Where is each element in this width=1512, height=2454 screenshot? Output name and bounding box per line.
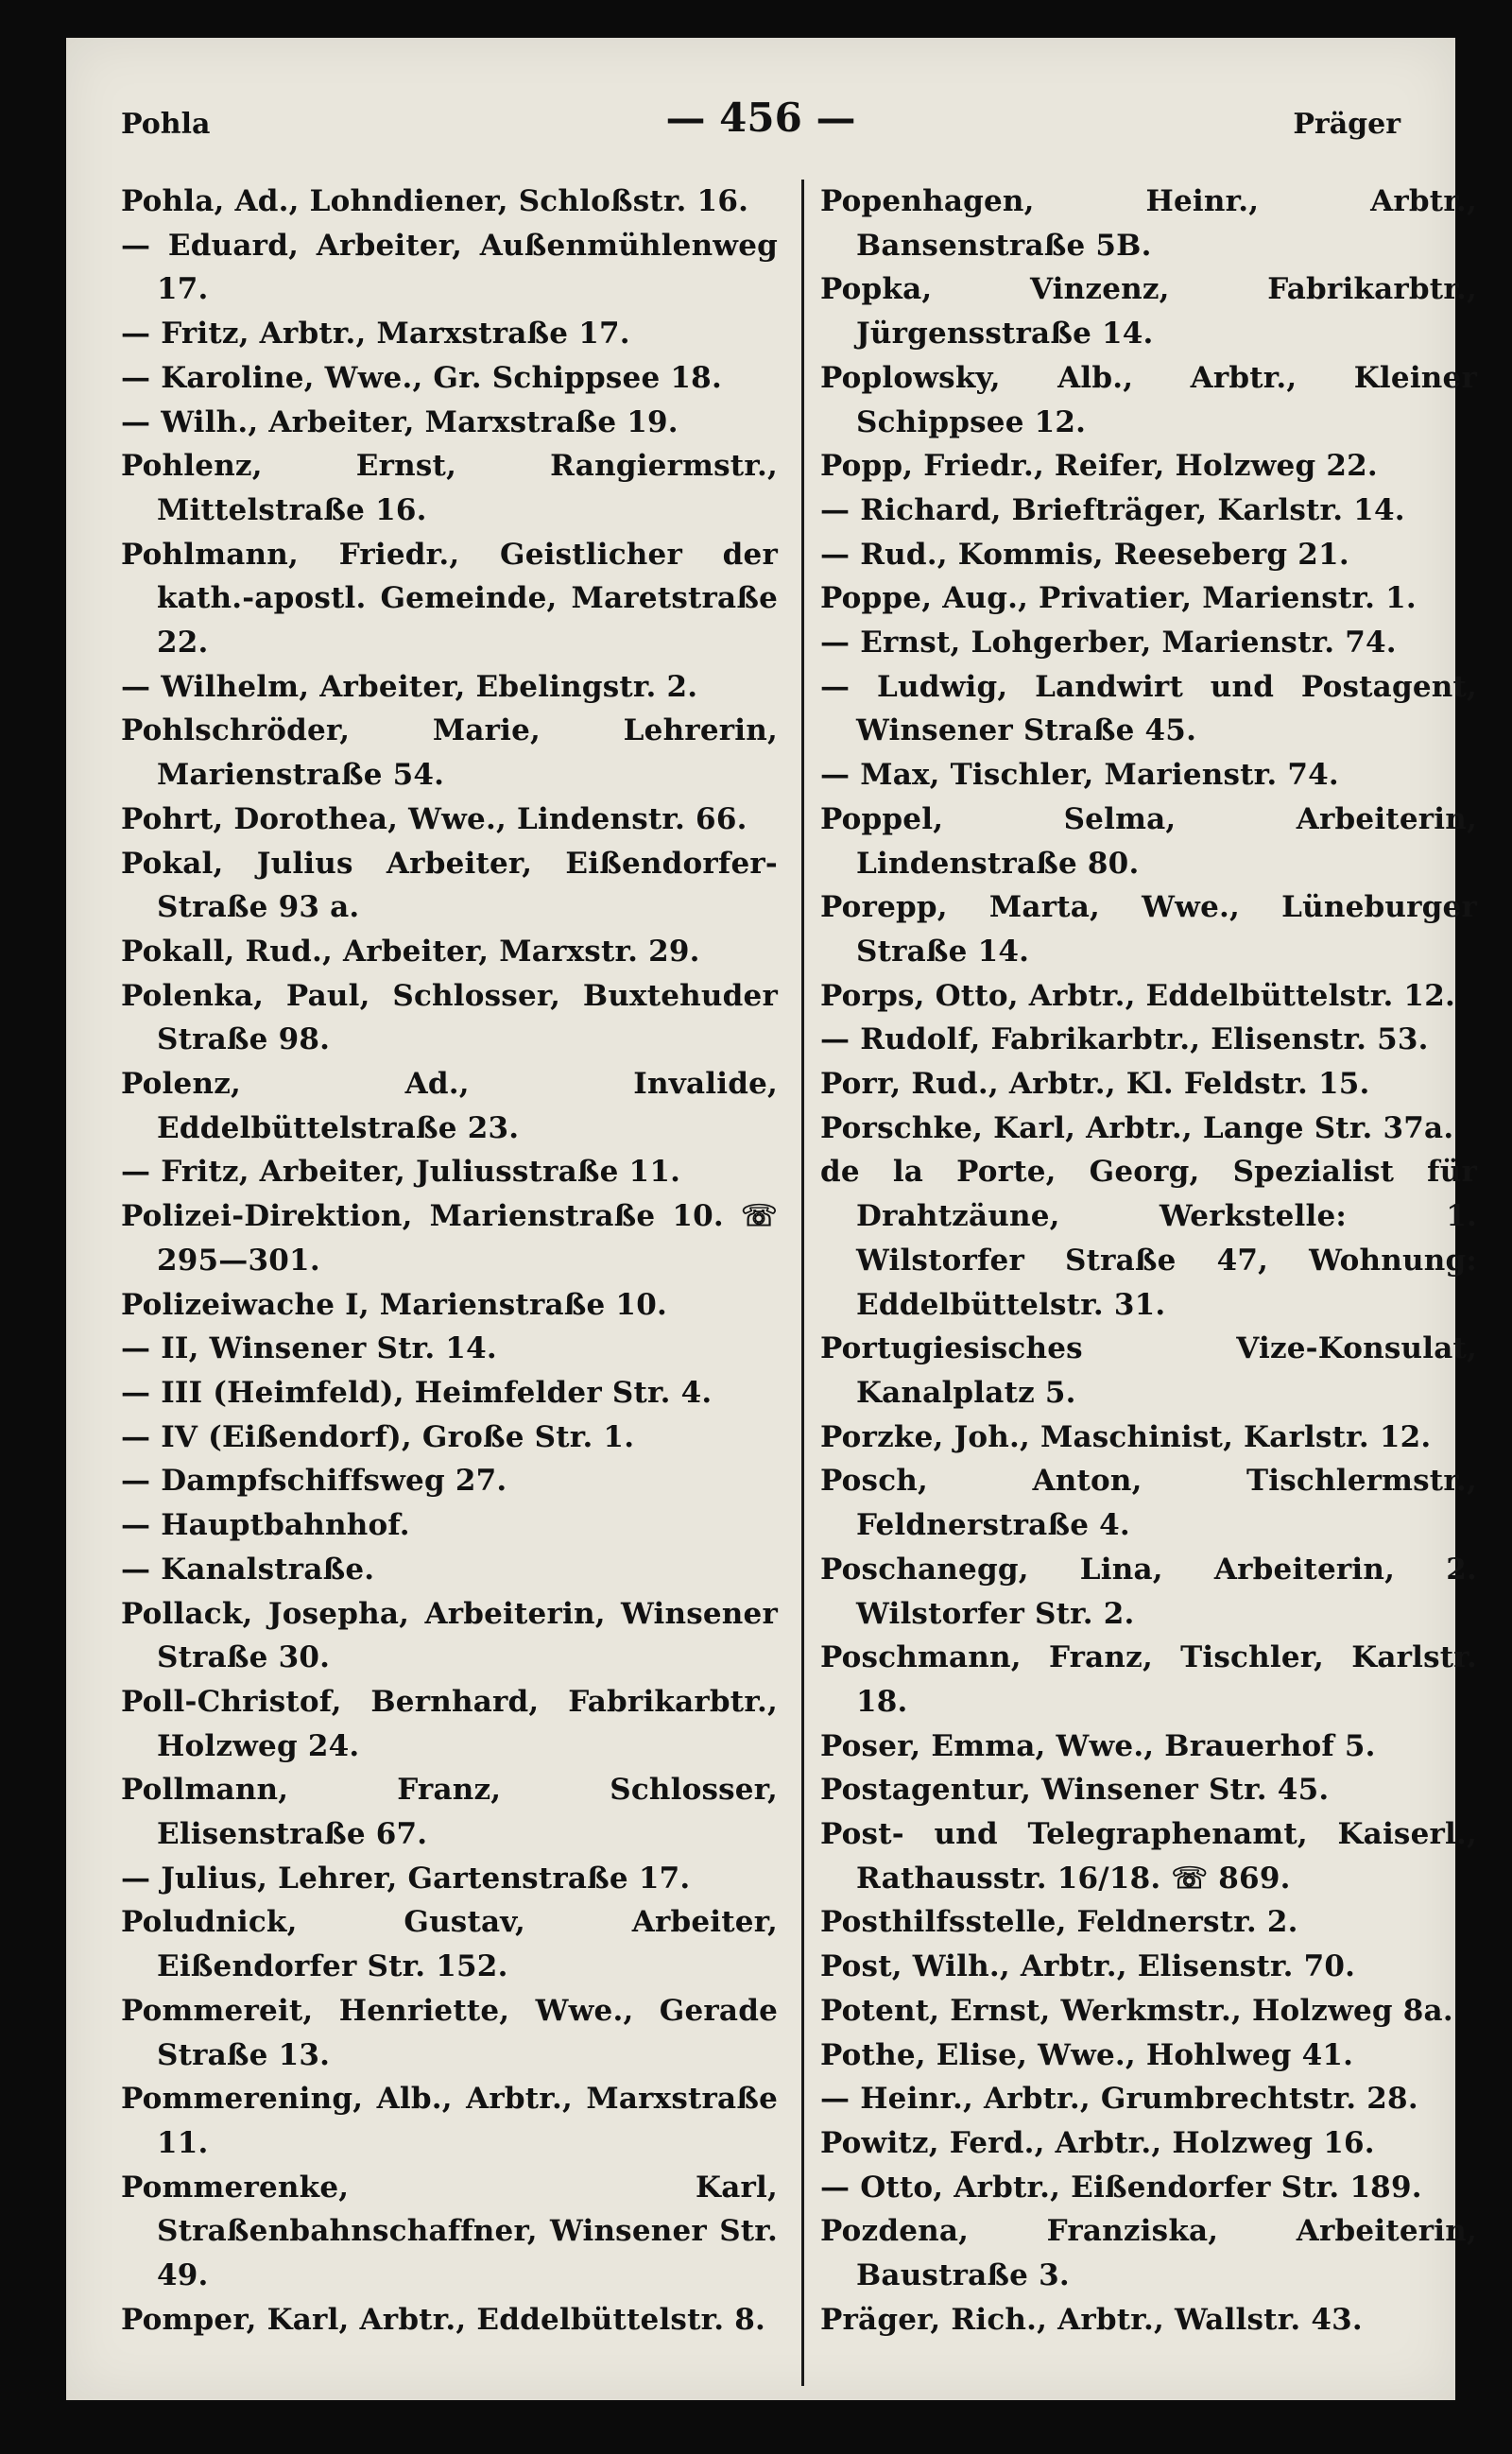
directory-entry: Powitz, Ferd., Arbtr., Holzweg 16. <box>820 2125 1375 2160</box>
directory-entry: — Rudolf, Fabrikarbtr., Elisenstr. 53. <box>820 1022 1429 1057</box>
directory-entry: Pohlschröder, Marie, Lehrerin, Marienstraße 54. <box>121 713 778 793</box>
directory-entry: Poplowsky, Alb., Arbtr., Kleiner Schippsee 12. <box>820 360 1477 439</box>
directory-entry: Porepp, Marta, Wwe., Lüneburger Straße 14. <box>820 890 1477 969</box>
directory-entry: Pokall, Rud., Arbeiter, Marxstr. 29. <box>121 934 700 969</box>
directory-entry: — Karoline, Wwe., Gr. Schippsee 18. <box>121 360 722 395</box>
directory-entry: Poll-Christof, Bernhard, Fabrikarbtr., Holzweg 24. <box>121 1684 778 1763</box>
directory-entry: — II, Winsener Str. 14. <box>121 1331 497 1366</box>
directory-entry: Posch, Anton, Tischlermstr., Feldnerstraße 4. <box>820 1464 1477 1543</box>
directory-entry: Pollmann, Franz, Schlosser, Elisenstraße 67. <box>121 1773 778 1852</box>
directory-entry: Poppel, Selma, Arbeiterin, Lindenstraße 80. <box>820 801 1477 881</box>
page-header <box>66 87 1455 153</box>
page-number: — 456 — <box>665 94 856 141</box>
directory-entry: — Kanalstraße. <box>121 1552 375 1587</box>
left-column <box>121 180 778 2342</box>
directory-entry: de la Porte, Georg, Spezialist für Drahtzäune, Werkstelle: 1. Wilstorfer Straße 47, Wohnung: Eddelbüttelstr. 31. <box>820 1155 1477 1322</box>
directory-entry: Pokal, Julius Arbeiter, Eißendorfer-Straße 93 a. <box>121 846 778 925</box>
directory-entry: Pommerening, Alb., Arbtr., Marxstraße 11. <box>121 2082 778 2160</box>
directory-entry: — Heinr., Arbtr., Grumbrechtstr. 28. <box>820 2082 1418 2117</box>
directory-entry: — Rud., Kommis, Reeseberg 21. <box>820 537 1349 572</box>
directory-entry: — Wilh., Arbeiter, Marxstraße 19. <box>121 404 679 439</box>
directory-entry: Posthilfsstelle, Feldnerstr. 2. <box>820 1905 1298 1940</box>
directory-entry: Poschanegg, Lina, Arbeiterin, 2. Wilstorfer Str. 2. <box>820 1552 1477 1631</box>
directory-entry: Pommerenke, Karl, Straßenbahnschaffner, Winsener Str. 49. <box>121 2170 778 2293</box>
directory-entry: Post, Wilh., Arbtr., Elisenstr. 70. <box>820 1949 1356 1984</box>
directory-entry: Polizeiwache I, Marienstraße 10. <box>121 1287 667 1322</box>
directory-entry: — Ludwig, Landwirt und Postagent, Winsener Straße 45. <box>820 669 1477 748</box>
directory-entry: Popka, Vinzenz, Fabrikarbtr., Jürgensstraße 14. <box>820 272 1477 352</box>
directory-entry: Postagentur, Winsener Str. 45. <box>820 1773 1330 1808</box>
directory-entry: Pothe, Elise, Wwe., Hohlweg 41. <box>820 2037 1354 2072</box>
directory-entry: Pohrt, Dorothea, Wwe., Lindenstr. 66. <box>121 801 747 836</box>
directory-entry: — Richard, Briefträger, Karlstr. 14. <box>820 492 1405 527</box>
directory-entry: — Max, Tischler, Marienstr. 74. <box>820 758 1339 793</box>
column-divider <box>801 180 804 2386</box>
directory-entry: Polizei-Direktion, Marienstraße 10. ☏ 295—301. <box>121 1199 778 1278</box>
directory-entry: Porzke, Joh., Maschinist, Karlstr. 12. <box>820 1419 1432 1454</box>
directory-entry: Pohlenz, Ernst, Rangiermstr., Mittelstraße 16. <box>121 449 778 527</box>
right-column <box>820 180 1477 2342</box>
running-head-right: Präger <box>1293 108 1400 141</box>
directory-entry: Polenz, Ad., Invalide, Eddelbüttelstraße 23. <box>121 1067 778 1145</box>
directory-entry: Porr, Rud., Arbtr., Kl. Feldstr. 15. <box>820 1067 1370 1102</box>
directory-page <box>66 38 1477 2400</box>
directory-entry: Poppe, Aug., Privatier, Marienstr. 1. <box>820 581 1417 616</box>
directory-entry: Popenhagen, Heinr., Arbtr., Bansenstraße 5B. <box>820 184 1477 263</box>
directory-entry: — Otto, Arbtr., Eißendorfer Str. 189. <box>820 2170 1422 2205</box>
directory-entry: Pozdena, Franziska, Arbeiterin, Baustraße 3. <box>820 2214 1477 2293</box>
directory-entry: Potent, Ernst, Werkmstr., Holzweg 8a. <box>820 1993 1453 2028</box>
directory-entry: — Dampfschiffsweg 27. <box>121 1464 507 1499</box>
directory-entry: — Hauptbahnhof. <box>121 1508 410 1543</box>
directory-entry: Pohlmann, Friedr., Geistlicher der kath.-apostl. Gemeinde, Maretstraße 22. <box>121 537 778 661</box>
directory-entry: Präger, Rich., Arbtr., Wallstr. 43. <box>820 2302 1363 2337</box>
directory-entry: Porps, Otto, Arbtr., Eddelbüttelstr. 12. <box>820 978 1455 1013</box>
directory-entry: Porschke, Karl, Arbtr., Lange Str. 37a. <box>820 1110 1454 1145</box>
directory-entry: Poludnick, Gustav, Arbeiter, Eißendorfer Str. 152. <box>121 1905 778 1984</box>
directory-entry: — Julius, Lehrer, Gartenstraße 17. <box>121 1861 691 1896</box>
directory-entry: — Wilhelm, Arbeiter, Ebelingstr. 2. <box>121 669 698 704</box>
directory-entry: Pollack, Josepha, Arbeiterin, Winsener Straße 30. <box>121 1596 778 1675</box>
directory-entry: — Ernst, Lohgerber, Marienstr. 74. <box>820 626 1397 661</box>
directory-entry: Portugiesisches Vize-Konsulat, Kanalplatz 5. <box>820 1331 1477 1410</box>
running-head-left: Pohla <box>121 108 211 141</box>
directory-entry: Poser, Emma, Wwe., Brauerhof 5. <box>820 1728 1376 1763</box>
directory-entry: — IV (Eißendorf), Große Str. 1. <box>121 1419 635 1454</box>
directory-entry: Pomper, Karl, Arbtr., Eddelbüttelstr. 8. <box>121 2302 766 2337</box>
directory-entry: — Eduard, Arbeiter, Außenmühlenweg 17. <box>121 228 778 307</box>
directory-entry: Poschmann, Franz, Tischler, Karlstr. 18. <box>820 1640 1477 1719</box>
directory-entry: — III (Heimfeld), Heimfelder Str. 4. <box>121 1375 713 1410</box>
directory-entry: — Fritz, Arbtr., Marxstraße 17. <box>121 317 630 352</box>
directory-entry: Polenka, Paul, Schlosser, Buxtehuder Straße 98. <box>121 978 778 1057</box>
directory-entry: Pommereit, Henriette, Wwe., Gerade Straße 13. <box>121 1993 778 2072</box>
directory-entry: Post- und Telegraphenamt, Kaiserl., Rathausstr. 16/18. ☏ 869. <box>820 1817 1477 1896</box>
directory-entry: — Fritz, Arbeiter, Juliusstraße 11. <box>121 1155 681 1190</box>
directory-entry: Popp, Friedr., Reifer, Holzweg 22. <box>820 449 1378 484</box>
directory-entry: Pohla, Ad., Lohndiener, Schloßstr. 16. <box>121 184 749 218</box>
